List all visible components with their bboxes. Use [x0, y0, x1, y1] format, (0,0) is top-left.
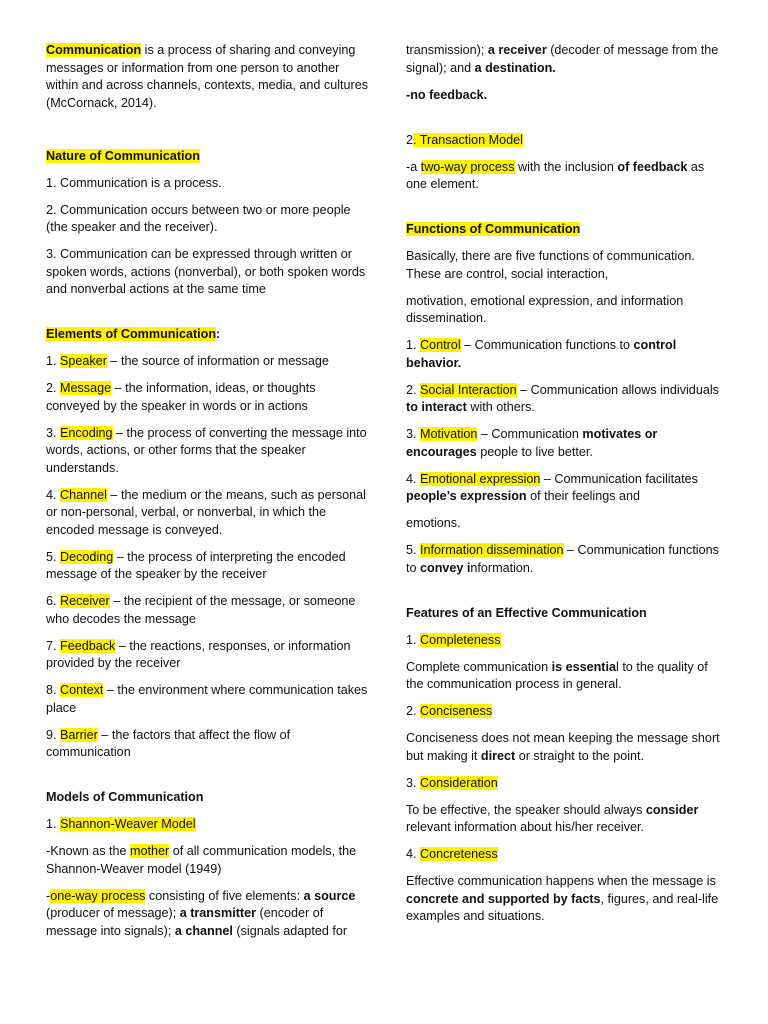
- model-1-continued: transmission); a receiver (decoder of message from the signal); and a destination.: [406, 43, 719, 75]
- model-2-name: . Transaction Model: [413, 132, 523, 147]
- function-term: Control: [420, 338, 461, 352]
- feature-3-title: 3. Consideration: [406, 775, 498, 790]
- feature-term: Completeness: [420, 632, 501, 647]
- nature-item-1: 1. Communication is a process.: [46, 175, 222, 190]
- nature-item-3: 3. Communication can be expressed through written or spoken words, actions (nonverbal), or both spoken words and nonverbal actions at the same time: [46, 247, 366, 296]
- right-column: [406, 42, 726, 935]
- elements-heading-text: Elements of Communication: [46, 327, 217, 341]
- mother-term: mother: [130, 844, 170, 858]
- models-heading: [46, 789, 368, 807]
- model-2-desc: -a two-way process with the inclusion of feedback as one element.: [406, 159, 705, 191]
- feature-2-desc: Conciseness does not mean keeping the message short but making it direct or straight to the point.: [406, 731, 720, 763]
- element-item-5: 5. Decoding – the process of interpreting the encoded message of the speaker by the receiver: [46, 549, 346, 581]
- elements-heading: [46, 326, 368, 344]
- function-item-2: 2. Social Interaction – Communication allows individuals to interact with others.: [406, 382, 719, 414]
- element-item-2: 2. Message – the information, ideas, or thoughts conveyed by the speaker in words or in actions: [46, 381, 316, 413]
- function-term: Information dissemination: [420, 543, 564, 557]
- features-heading-text: Features of an Effective Communication: [406, 605, 647, 620]
- element-term: Barrier: [60, 727, 98, 742]
- two-way-term: two-way process: [420, 159, 515, 174]
- model-1-oneway: -one-way process consisting of five elements: a source (producer of message); a transmitter (encoder of message into signals); a channel (signals adapted for: [46, 888, 356, 938]
- function-item-3: 3. Motivation – Communication motivates or encourages people to live better.: [406, 427, 658, 459]
- element-item-3: 3. Encoding – the process of converting the message into words, actions, or other forms that the speaker understands.: [46, 425, 367, 475]
- element-item-1: 1. Speaker – the source of information or message: [46, 354, 329, 368]
- element-item-8: 8. Context – the environment where communication takes place: [46, 683, 368, 715]
- functions-intro-1: Basically, there are five functions of communication. These are control, social interaction,: [406, 249, 695, 281]
- features-heading: [406, 605, 726, 623]
- feature-1-desc: Complete communication is essential to the quality of the communication process in general.: [406, 659, 708, 691]
- function-item-4-cont: emotions.: [406, 516, 461, 530]
- model-2-title: 2. Transaction Model: [406, 132, 523, 147]
- intro-term: Communication: [46, 43, 142, 57]
- element-term: Decoding: [60, 549, 114, 564]
- element-term: Receiver: [60, 594, 110, 608]
- element-item-6: 6. Receiver – the recipient of the message, or someone who decodes the message: [46, 594, 356, 626]
- functions-heading-text: Functions of Communication: [406, 222, 581, 236]
- model-1-known: -Known as the mother of all communication models, the Shannon-Weaver model (1949): [46, 844, 357, 876]
- elements-heading-colon: :: [216, 327, 221, 341]
- function-item-1: 1. Control – Communication functions to control behavior.: [406, 338, 677, 370]
- nature-item-2: 2. Communication occurs between two or more people (the speaker and the receiver).: [46, 202, 351, 234]
- functions-heading: [406, 221, 726, 239]
- function-item-4: 4. Emotional expression – Communication facilitates people’s expression of their feelings and: [406, 471, 698, 503]
- one-way-term: one-way process: [50, 888, 146, 903]
- model-1-title: 1. Shannon-Weaver Model: [46, 817, 196, 831]
- feature-term: Concreteness: [420, 847, 498, 861]
- no-feedback: -no feedback.: [406, 87, 488, 102]
- function-item-5: 5. Information dissemination – Communication functions to convey information.: [406, 543, 719, 575]
- feature-4-title: 4. Concreteness: [406, 847, 498, 861]
- functions-intro-2: motivation, emotional expression, and information dissemination.: [406, 293, 684, 325]
- intro-paragraph: [46, 42, 368, 112]
- models-heading-text: Models of Communication: [46, 790, 204, 804]
- element-term: Speaker: [60, 354, 107, 368]
- feature-4-desc: Effective communication happens when the message is concrete and supported by facts, figures, and real-life examples and situations.: [406, 874, 719, 923]
- nature-heading: [46, 148, 368, 166]
- element-term: Context: [60, 683, 104, 697]
- function-term: Social Interaction: [420, 382, 517, 397]
- feature-term: Conciseness: [420, 704, 493, 718]
- element-term: Feedback: [60, 638, 116, 653]
- nature-heading-text: Nature of Communication: [46, 148, 200, 163]
- feature-2-title: 2. Conciseness: [406, 704, 493, 718]
- intro-text: is a process of sharing and conveying messages or information from one person to another within and across channels, contexts, media, and cultures (McCornack, 2014).: [46, 43, 369, 110]
- left-column: [46, 42, 368, 950]
- function-term: Motivation: [420, 427, 478, 441]
- function-term: Emotional expression: [420, 471, 541, 486]
- element-term: Channel: [60, 487, 107, 502]
- model-1-name: Shannon-Weaver Model: [60, 817, 196, 831]
- element-item-4: 4. Channel – the medium or the means, such as personal or non-personal, verbal, or nonverbal, in which the encoded message is conveyed.: [46, 487, 366, 537]
- feature-1-title: 1. Completeness: [406, 632, 501, 647]
- feature-term: Consideration: [420, 775, 498, 790]
- element-item-7: 7. Feedback – the reactions, responses, or information provided by the receiver: [46, 638, 351, 670]
- element-term: Message: [60, 381, 112, 395]
- feature-3-desc: To be effective, the speaker should always consider relevant information about his/her receiver.: [406, 802, 699, 834]
- element-item-9: 9. Barrier – the factors that affect the flow of communication: [46, 727, 291, 759]
- element-term: Encoding: [60, 425, 113, 440]
